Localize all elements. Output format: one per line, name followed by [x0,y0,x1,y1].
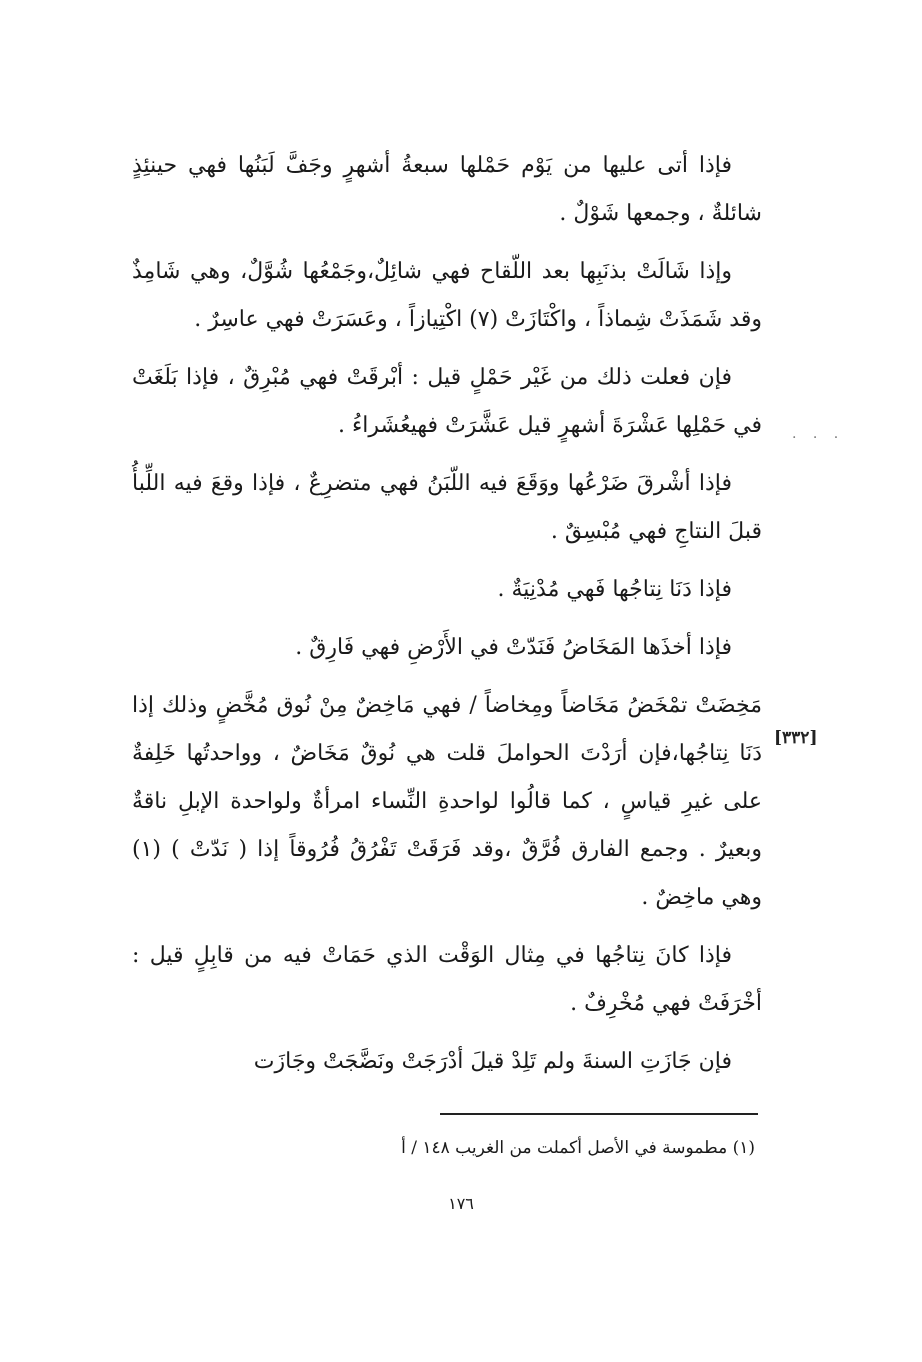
paragraph-9: فإن جَازَتِ السنةَ ولم تَلِدْ قيلَ أدْرَجَتْ ونَضَّجَتْ وجَازَت [253,1049,732,1074]
paragraph-1: فإذا أتى عليها من يَوْم حَمْلها سبعةُ أشهرٍ وجَفَّ لَبَنُها فهي حينئِذٍ شائلةٌ ، وجمعها شَوْلٌ . [132,153,762,226]
paragraph-3: فإن فعلت ذلك من غَيْر حَمْلٍ قيل : أبْرقَتْ فهي مُبْرِقٌ ، فإذا بَلَغَتْ في حَمْلِها عَشْرَةَ أشهرٍ قيل عَشَّرَتْ فهيعُشَراءُ . [132,365,762,438]
margin-dots: . . . [792,426,845,442]
paragraph-6: فإذا أخذَها المَخَاضُ فَنَدّتْ في الأَرْضِ فهي فَارِقٌ . [295,635,732,660]
paragraph-2: وإذا شَالَتْ بذنَبِها بعد اللّقاح فهي شائِلٌ،وجَمْعُها شُوَّلٌ، وهي شَامِذٌ وقد شَمَذَتْ شِماذاً ، واكْتَازَتْ (٧) اكْتِيازاً ، وعَسَرَتْ فهي عاسِرٌ . [132,259,762,332]
paragraph-5: فإذا دَنَا نِتاجُها فَهي مُدْنِيَةٌ . [497,577,732,602]
paragraph-7: مَخِضَتْ تمْخَضُ مَخَاضاً ومِخاضاً / فهي مَاخِضٌ مِنْ نُوق مُخَّضٍ وذلك إذا دَنَا نِتاجُها،فإن أرَدْتَ الحواملَ قلت هي نُوقٌ مَخَاضٌ ، وواحدتُها خَلِفةٌ على غيرِ قياسٍ ، كما قالُوا لواحدةِ النِّساء امرأةٌ ولواحدة الإبلِ ناقةٌ وبعيرٌ . وجمع الفارق فُرَّقٌ ،وقد فَرَقَتْ تَفْرُقُ فُرُوقاً إذا ( نَدّتْ ) (١) وهي ماخِضٌ . [132,693,762,910]
page-number: ١٧٦ [448,1194,474,1213]
paragraph-4: فإذا أشْرقَ ضَرْعُها ووَقَعَ فيه اللّبَنُ فهي متضرِعٌ ، فإذا وقعَ فيه اللِّبأُ قبلَ النتاجِ فهي مُبْسِقٌ . [132,471,762,544]
footnote: (١) مطموسة في الأصل أكملت من الغريب ١٤٨ / أ [401,1138,755,1158]
footnote-divider [440,1113,758,1115]
page-body [132,142,762,1096]
paragraph-8: فإذا كانَ نِتاجُها في مِثال الوَقْت الذي حَمَاتْ فيه من قابِلٍ قيل : أخْرَفَتْ فهي مُخْرِفٌ . [132,943,762,1016]
margin-folio-number: [٣٣٢] [774,728,818,748]
